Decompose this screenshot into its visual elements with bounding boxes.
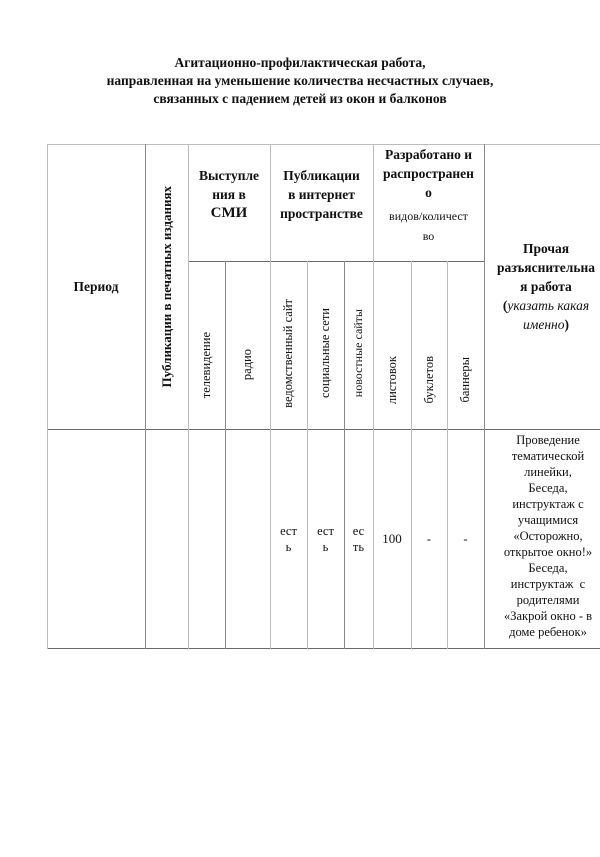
header-other-work-line: разъяснительна — [496, 260, 596, 275]
header-internet-line: пространстве — [280, 206, 363, 221]
other-work-line: Беседа, — [528, 481, 568, 495]
cell-other-work-text — [492, 432, 600, 640]
header-period-label: Период — [73, 279, 119, 294]
subheader-radio — [225, 261, 270, 429]
header-distributed-group — [373, 144, 484, 261]
other-work-line: Проведение — [516, 433, 580, 447]
other-work-line: «Закрой окно - в — [503, 609, 593, 623]
other-work-line: тематической — [511, 449, 585, 463]
subheader-news-sites — [344, 261, 373, 429]
header-internet-line: в интернет — [288, 187, 355, 202]
header-period — [47, 144, 145, 429]
cell-banners-value: - — [463, 531, 468, 546]
paren-open: ( — [502, 298, 508, 313]
header-print-publications-label: Публикации в печатных изданиях — [158, 185, 174, 388]
other-work-line: инструктаж с — [510, 577, 586, 591]
cell-print-publications — [145, 429, 188, 648]
header-other-work-note: указать какая — [507, 298, 590, 313]
cell-radio — [225, 429, 270, 648]
subheader-social — [307, 261, 344, 429]
other-work-line: Беседа, — [528, 561, 568, 575]
prevention-work-table — [47, 144, 600, 649]
cell-dept-site-line: ест — [280, 523, 297, 538]
cell-social — [307, 429, 344, 648]
cell-booklets — [411, 429, 447, 648]
subheader-leaflets-label: листовок — [384, 355, 399, 405]
cell-news-line: ть — [352, 539, 365, 554]
cell-dept-site-line: ь — [285, 539, 292, 554]
header-other-work-line: Прочая — [522, 241, 570, 256]
header-other-work — [484, 144, 600, 429]
title-line-2: направленная на уменьшение количества несчастных случаев, — [106, 73, 494, 88]
subheader-tv-label: телевидение — [199, 331, 213, 399]
cell-tv — [188, 429, 225, 648]
header-distributed-sub-line: видов/количест — [389, 209, 468, 223]
header-media-group — [188, 144, 270, 261]
other-work-line: открытое окно!» — [503, 545, 593, 559]
other-work-line: учащимися — [517, 513, 579, 527]
other-work-line: родителями — [516, 593, 580, 607]
subheader-radio-label: радио — [240, 349, 254, 381]
cell-period — [47, 429, 145, 648]
header-other-work-line: я работа — [520, 279, 572, 294]
cell-other-work — [484, 429, 600, 648]
cell-news-sites — [344, 429, 373, 648]
subheader-booklets-label: буклетов — [421, 356, 436, 404]
header-internet-line: Публикации — [283, 168, 360, 183]
document-title — [0, 54, 600, 108]
subheader-dept-site-label: ведомственный сайт — [281, 298, 295, 408]
title-line-1: Агитационно-профилактическая работа, — [174, 55, 426, 70]
header-print-publications — [145, 144, 188, 429]
subheader-banners-label: баннеры — [458, 357, 472, 403]
cell-dept-site — [270, 429, 307, 648]
cell-booklets-value: - — [426, 531, 432, 546]
other-work-line: «Осторожно, — [513, 529, 583, 543]
cell-news-line: ес — [352, 523, 365, 538]
cell-leaflets — [373, 429, 411, 648]
header-internet-group — [270, 144, 373, 261]
subheader-tv — [188, 261, 225, 429]
other-work-line: инструктаж с — [512, 497, 584, 511]
other-work-line: доме ребенок» — [509, 625, 587, 639]
header-media-line: СМИ — [210, 205, 248, 221]
header-other-work-note: именно — [522, 317, 565, 332]
header-media-line: Выступле — [198, 168, 260, 183]
cell-social-line: ест — [317, 523, 334, 538]
header-distributed-line: Разработано и — [384, 147, 473, 162]
header-distributed-sub-line: во — [422, 229, 435, 243]
cell-banners — [447, 429, 484, 648]
cell-social-line: ь — [322, 539, 329, 554]
cell-leaflets-value: 100 — [382, 530, 402, 546]
header-distributed-line: распространен — [383, 166, 474, 181]
subheader-booklets — [411, 261, 447, 429]
other-work-line: линейки, — [524, 465, 572, 479]
subheader-leaflets — [373, 261, 411, 429]
header-distributed-line: о — [425, 185, 432, 200]
header-media-line: ния в — [212, 187, 246, 202]
table-border-bottom — [47, 648, 600, 649]
paren-close: ) — [564, 317, 569, 332]
subheader-news-sites-label: новостные сайты — [351, 308, 365, 398]
subheader-dept-site — [270, 261, 307, 429]
subheader-banners — [447, 261, 484, 429]
title-line-3: связанных с падением детей из окон и балконов — [153, 91, 447, 106]
subheader-social-label: социальные сети — [318, 308, 332, 398]
